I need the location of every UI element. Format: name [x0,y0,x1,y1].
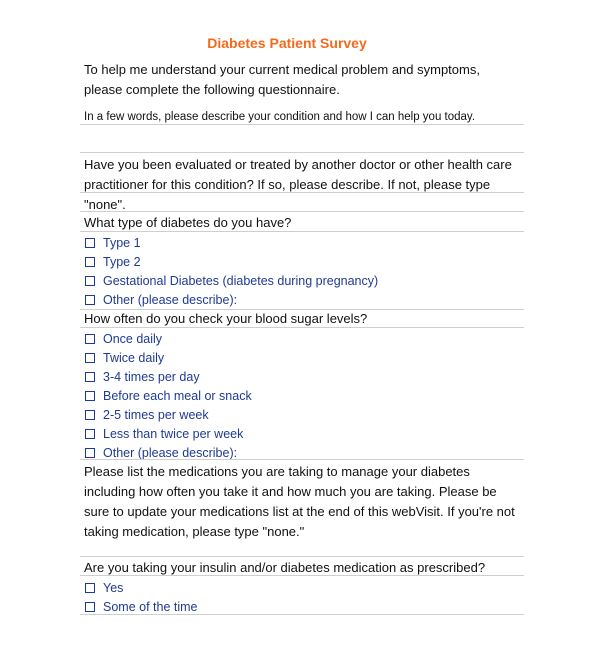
option-2-5-per-week[interactable]: 2-5 times per week [84,405,524,424]
question-text: How often do you check your blood sugar levels? [84,311,368,326]
checkbox-icon[interactable] [85,276,95,286]
question-text: Have you been evaluated or treated by another doctor or other health care practitioner for this condition? If so, please describe. If not, please type "none". [84,157,512,212]
question-text: In a few words, please describe your condition and how I can help you today. [84,111,476,123]
option-gestational[interactable]: Gestational Diabetes (diabetes during pregnancy) [84,271,524,290]
divider [80,614,524,615]
checkbox-icon[interactable] [85,583,95,593]
option-type-1[interactable]: Type 1 [84,233,524,252]
checkbox-icon[interactable] [85,238,95,248]
divider [80,575,524,576]
question-diabetes-type [84,213,524,309]
question-text: Please list the medications you are taking to manage your diabetes including how often you take it and how much you are taking. Please be sure to update your medications list at the end of this webVisit. If you're not taking medication, please type "none." [84,464,515,539]
option-some-of-the-time[interactable]: Some of the time [84,597,524,616]
checkbox-icon[interactable] [85,353,95,363]
checkbox-icon[interactable] [85,372,95,382]
checkbox-icon[interactable] [85,429,95,439]
question-medications [84,462,524,542]
page-title: Diabetes Patient Survey [207,35,367,51]
answer-line[interactable] [80,211,524,212]
answer-line[interactable] [80,152,524,153]
intro-text: To help me understand your current medical problem and symptoms, please complete the following questionnaire. [84,62,480,97]
checkbox-icon[interactable] [85,410,95,420]
question-taking-as-prescribed [84,558,524,616]
option-3-4-per-day[interactable]: 3-4 times per day [84,367,524,386]
option-less-than-twice-week[interactable]: Less than twice per week [84,424,524,443]
answer-line[interactable] [80,459,524,460]
answer-line[interactable] [80,556,524,557]
option-once-daily[interactable]: Once daily [84,329,524,348]
question-prior-treatment [84,155,524,215]
divider [80,231,524,232]
option-type-2[interactable]: Type 2 [84,252,524,271]
option-twice-daily[interactable]: Twice daily [84,348,524,367]
answer-line[interactable] [80,124,524,125]
option-before-meal[interactable]: Before each meal or snack [84,386,524,405]
checkbox-icon[interactable] [85,448,95,458]
option-other[interactable]: Other (please describe): [84,290,524,309]
answer-line[interactable] [80,192,524,193]
checkbox-icon[interactable] [85,334,95,344]
checkbox-icon[interactable] [85,602,95,612]
question-text: What type of diabetes do you have? [84,215,292,230]
option-other[interactable]: Other (please describe): [84,443,524,462]
option-yes[interactable]: Yes [84,578,524,597]
checkbox-icon[interactable] [85,257,95,267]
checkbox-icon[interactable] [85,391,95,401]
divider [80,327,524,328]
question-blood-sugar-frequency [84,309,524,462]
question-text: Are you taking your insulin and/or diabetes medication as prescribed? [84,560,486,575]
checkbox-icon[interactable] [85,295,95,305]
